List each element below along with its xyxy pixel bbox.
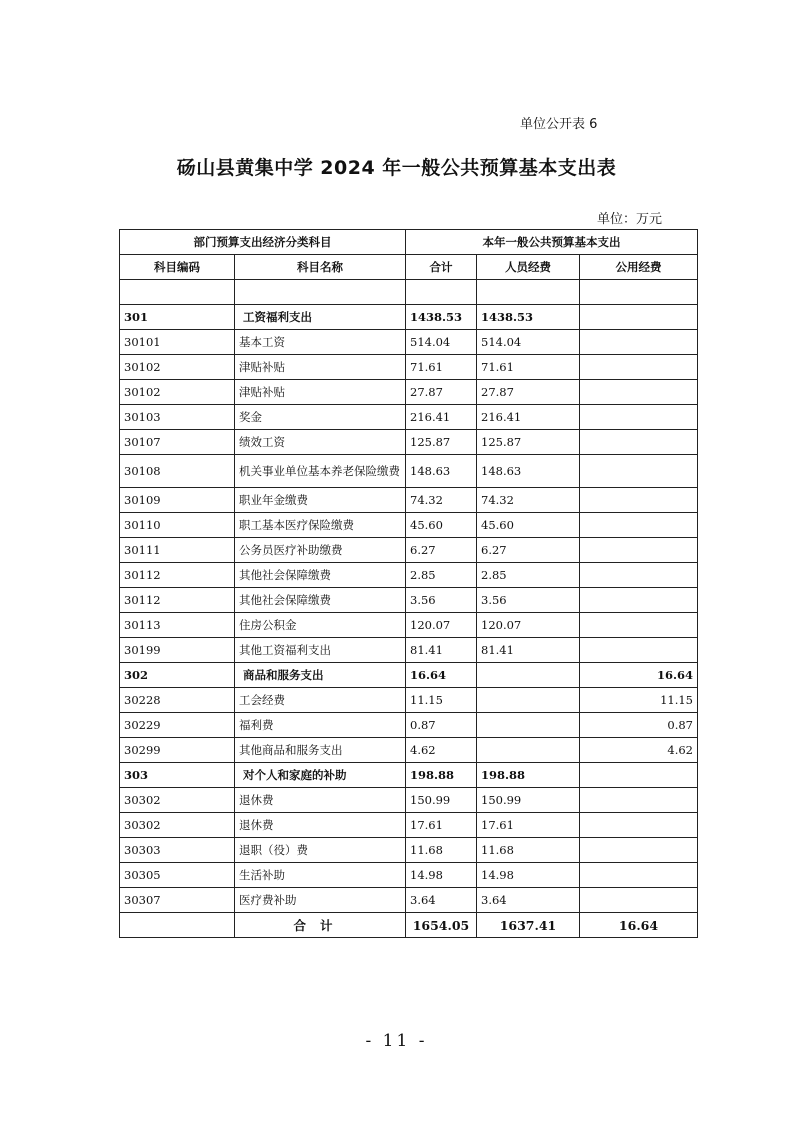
cell-total: 16.64 bbox=[406, 663, 477, 688]
cell-code: 30112 bbox=[120, 588, 235, 613]
cell-code: 30112 bbox=[120, 563, 235, 588]
cell-personnel bbox=[477, 688, 580, 713]
table-row bbox=[120, 455, 698, 488]
cell-total: 514.04 bbox=[406, 330, 477, 355]
cell-public: 16.64 bbox=[580, 663, 698, 688]
table-row bbox=[120, 588, 698, 613]
cell-name: 住房公积金 bbox=[235, 613, 406, 638]
cell-total: 45.60 bbox=[406, 513, 477, 538]
cell-public bbox=[580, 380, 698, 405]
cell-code: 30299 bbox=[120, 738, 235, 763]
table-row bbox=[120, 788, 698, 813]
cell-code: 30102 bbox=[120, 380, 235, 405]
cell-personnel: 125.87 bbox=[477, 430, 580, 455]
cell-total: 150.99 bbox=[406, 788, 477, 813]
cell-total: 4.62 bbox=[406, 738, 477, 763]
cell-public bbox=[580, 588, 698, 613]
table-group-row bbox=[120, 305, 698, 330]
table-row bbox=[120, 488, 698, 513]
cell-code: 30109 bbox=[120, 488, 235, 513]
cell-total: 0.87 bbox=[406, 713, 477, 738]
cell-code: 302 bbox=[120, 663, 235, 688]
table-row bbox=[120, 405, 698, 430]
table-row bbox=[120, 738, 698, 763]
cell-personnel: 14.98 bbox=[477, 863, 580, 888]
cell-total: 216.41 bbox=[406, 405, 477, 430]
table-row bbox=[120, 613, 698, 638]
table-row bbox=[120, 355, 698, 380]
cell-total: 27.87 bbox=[406, 380, 477, 405]
cell-public: 0.87 bbox=[580, 713, 698, 738]
cell-total: 11.15 bbox=[406, 688, 477, 713]
cell-total: 125.87 bbox=[406, 430, 477, 455]
cell-public bbox=[580, 838, 698, 863]
cell-name: 福利费 bbox=[235, 713, 406, 738]
cell-name: 退职（役）费 bbox=[235, 838, 406, 863]
cell-total: 71.61 bbox=[406, 355, 477, 380]
table-group-row bbox=[120, 663, 698, 688]
page-number: - 11 - bbox=[365, 1031, 428, 1051]
cell-public bbox=[580, 405, 698, 430]
cell-personnel: 148.63 bbox=[477, 455, 580, 488]
cell-personnel bbox=[477, 713, 580, 738]
cell-public bbox=[580, 563, 698, 588]
cell-name: 公务员医疗补助缴费 bbox=[235, 538, 406, 563]
cell-personnel: 514.04 bbox=[477, 330, 580, 355]
cell-public bbox=[580, 538, 698, 563]
total-row bbox=[120, 913, 698, 938]
cell-name: 商品和服务支出 bbox=[235, 663, 406, 688]
group-header-basic-expenditure: 本年一般公共预算基本支出 bbox=[406, 230, 698, 255]
column-header-public: 公用经费 bbox=[580, 255, 698, 280]
cell-public: 4.62 bbox=[580, 738, 698, 763]
cell-name: 职工基本医疗保险缴费 bbox=[235, 513, 406, 538]
cell-code: 30302 bbox=[120, 788, 235, 813]
cell-name: 退休费 bbox=[235, 788, 406, 813]
cell-name: 奖金 bbox=[235, 405, 406, 430]
cell-personnel: 6.27 bbox=[477, 538, 580, 563]
cell-total: 74.32 bbox=[406, 488, 477, 513]
cell-total: 3.56 bbox=[406, 588, 477, 613]
cell-code: 30103 bbox=[120, 405, 235, 430]
cell-code: 30113 bbox=[120, 613, 235, 638]
unit-label: 单位：万元 bbox=[597, 212, 663, 227]
column-header-total: 合计 bbox=[406, 255, 477, 280]
cell-public bbox=[580, 613, 698, 638]
cell-public bbox=[580, 863, 698, 888]
cell-name: 其他商品和服务支出 bbox=[235, 738, 406, 763]
table-group-row bbox=[120, 763, 698, 788]
table-row bbox=[120, 888, 698, 913]
cell-total: 11.68 bbox=[406, 838, 477, 863]
cell-code: 30307 bbox=[120, 888, 235, 913]
cell-name: 退休费 bbox=[235, 813, 406, 838]
cell-name: 工资福利支出 bbox=[235, 305, 406, 330]
cell-name: 津贴补贴 bbox=[235, 380, 406, 405]
cell-code: 30305 bbox=[120, 863, 235, 888]
table-row bbox=[120, 813, 698, 838]
cell-total: 3.64 bbox=[406, 888, 477, 913]
cell-code: 30228 bbox=[120, 688, 235, 713]
cell-personnel: 198.88 bbox=[477, 763, 580, 788]
cell-name: 生活补助 bbox=[235, 863, 406, 888]
total-sum: 1654.05 bbox=[406, 913, 477, 938]
cell-personnel: 150.99 bbox=[477, 788, 580, 813]
cell-personnel: 3.56 bbox=[477, 588, 580, 613]
cell-total: 17.61 bbox=[406, 813, 477, 838]
cell-public bbox=[580, 888, 698, 913]
cell-personnel: 3.64 bbox=[477, 888, 580, 913]
column-header-code: 科目编码 bbox=[120, 255, 235, 280]
cell-name: 医疗费补助 bbox=[235, 888, 406, 913]
cell-name: 其他工资福利支出 bbox=[235, 638, 406, 663]
cell-code: 303 bbox=[120, 763, 235, 788]
cell-public bbox=[580, 788, 698, 813]
cell-code: 30108 bbox=[120, 455, 235, 488]
table-row bbox=[120, 638, 698, 663]
table-label: 单位公开表 6 bbox=[520, 117, 598, 132]
table-row bbox=[120, 688, 698, 713]
cell-personnel: 216.41 bbox=[477, 405, 580, 430]
table-row bbox=[120, 330, 698, 355]
cell-personnel: 120.07 bbox=[477, 613, 580, 638]
cell-code: 30107 bbox=[120, 430, 235, 455]
cell-public bbox=[580, 513, 698, 538]
cell-code: 30303 bbox=[120, 838, 235, 863]
cell-code: 30101 bbox=[120, 330, 235, 355]
cell-public bbox=[580, 638, 698, 663]
cell-public bbox=[580, 763, 698, 788]
table-row bbox=[120, 838, 698, 863]
cell-name: 工会经费 bbox=[235, 688, 406, 713]
cell-name: 其他社会保障缴费 bbox=[235, 563, 406, 588]
cell-name: 机关事业单位基本养老保险缴费 bbox=[235, 455, 406, 488]
cell-code: 30111 bbox=[120, 538, 235, 563]
cell-personnel bbox=[477, 738, 580, 763]
header-separator bbox=[120, 280, 698, 305]
cell-code: 30110 bbox=[120, 513, 235, 538]
table-row bbox=[120, 863, 698, 888]
cell-total: 14.98 bbox=[406, 863, 477, 888]
cell-public bbox=[580, 488, 698, 513]
cell-code: 301 bbox=[120, 305, 235, 330]
cell-personnel: 45.60 bbox=[477, 513, 580, 538]
group-header-row bbox=[120, 230, 698, 255]
cell-public bbox=[580, 330, 698, 355]
total-public: 16.64 bbox=[580, 913, 698, 938]
total-blank-cell bbox=[120, 913, 235, 938]
cell-public bbox=[580, 355, 698, 380]
cell-total: 120.07 bbox=[406, 613, 477, 638]
total-label: 合计 bbox=[235, 913, 406, 938]
cell-name: 其他社会保障缴费 bbox=[235, 588, 406, 613]
cell-public bbox=[580, 813, 698, 838]
cell-public bbox=[580, 430, 698, 455]
table-row bbox=[120, 513, 698, 538]
column-header-row bbox=[120, 255, 698, 280]
cell-name: 津贴补贴 bbox=[235, 355, 406, 380]
cell-personnel: 11.68 bbox=[477, 838, 580, 863]
column-header-name: 科目名称 bbox=[235, 255, 406, 280]
budget-table bbox=[119, 229, 698, 938]
cell-personnel: 17.61 bbox=[477, 813, 580, 838]
group-header-classification: 部门预算支出经济分类科目 bbox=[120, 230, 406, 255]
cell-personnel: 81.41 bbox=[477, 638, 580, 663]
cell-personnel: 27.87 bbox=[477, 380, 580, 405]
cell-personnel: 71.61 bbox=[477, 355, 580, 380]
cell-public bbox=[580, 455, 698, 488]
cell-code: 30199 bbox=[120, 638, 235, 663]
cell-total: 6.27 bbox=[406, 538, 477, 563]
table-row bbox=[120, 380, 698, 405]
cell-public: 11.15 bbox=[580, 688, 698, 713]
cell-public bbox=[580, 305, 698, 330]
page-title: 砀山县黄集中学 2024 年一般公共预算基本支出表 bbox=[176, 157, 617, 179]
table-row bbox=[120, 713, 698, 738]
cell-personnel: 74.32 bbox=[477, 488, 580, 513]
cell-name: 绩效工资 bbox=[235, 430, 406, 455]
cell-code: 30302 bbox=[120, 813, 235, 838]
cell-total: 1438.53 bbox=[406, 305, 477, 330]
cell-name: 对个人和家庭的补助 bbox=[235, 763, 406, 788]
column-header-personnel: 人员经费 bbox=[477, 255, 580, 280]
cell-code: 30102 bbox=[120, 355, 235, 380]
cell-total: 148.63 bbox=[406, 455, 477, 488]
cell-total: 2.85 bbox=[406, 563, 477, 588]
cell-name: 职业年金缴费 bbox=[235, 488, 406, 513]
table-row bbox=[120, 538, 698, 563]
cell-personnel bbox=[477, 663, 580, 688]
table-row bbox=[120, 430, 698, 455]
cell-personnel: 2.85 bbox=[477, 563, 580, 588]
table-row bbox=[120, 563, 698, 588]
cell-code: 30229 bbox=[120, 713, 235, 738]
total-personnel: 1637.41 bbox=[477, 913, 580, 938]
cell-name: 基本工资 bbox=[235, 330, 406, 355]
cell-total: 81.41 bbox=[406, 638, 477, 663]
cell-personnel: 1438.53 bbox=[477, 305, 580, 330]
cell-total: 198.88 bbox=[406, 763, 477, 788]
